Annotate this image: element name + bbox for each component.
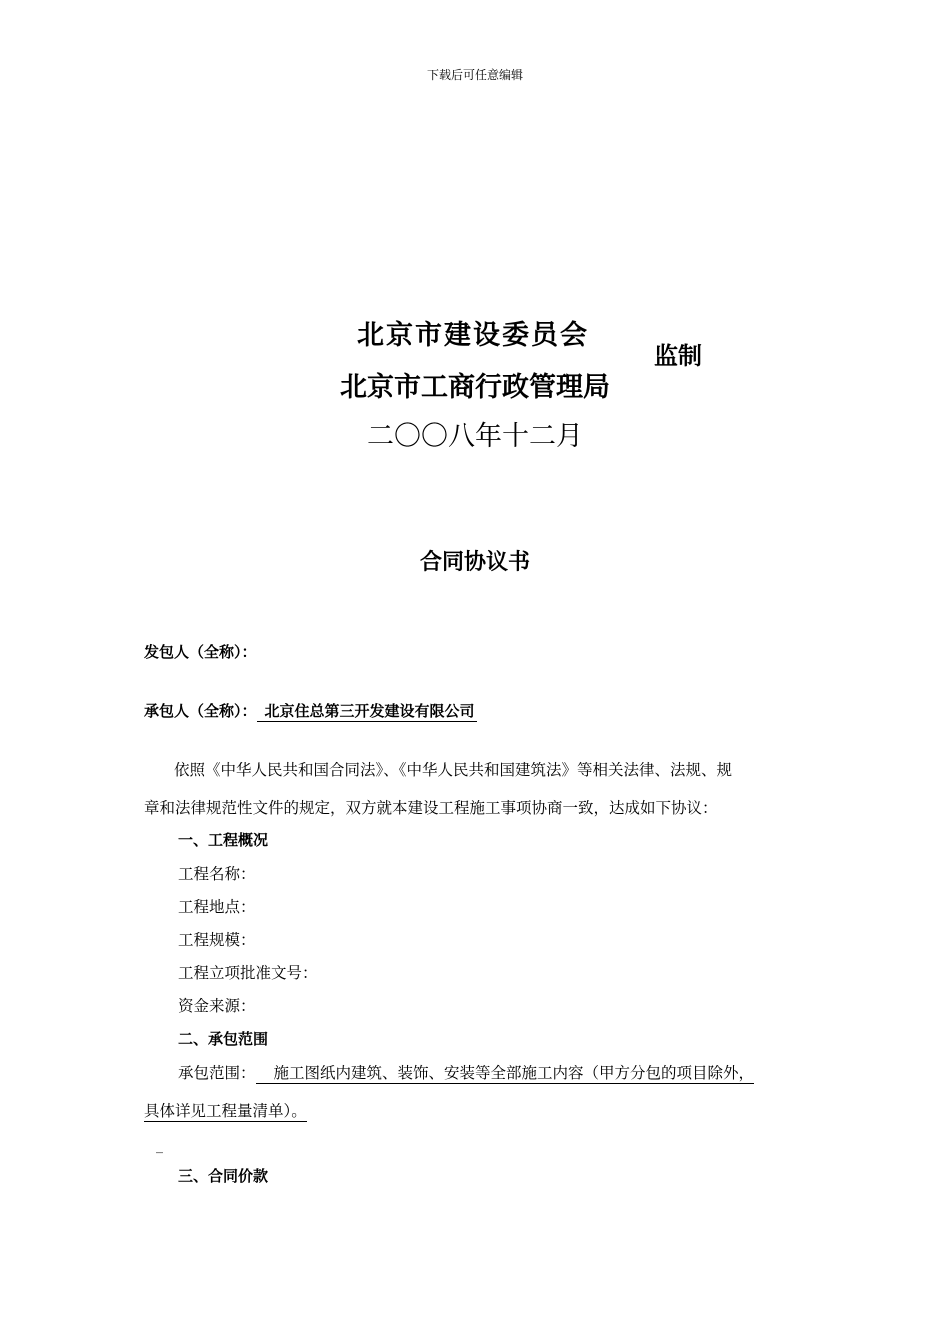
trailing-mark: _ [156, 1138, 163, 1154]
scope-value-2: 具体详见工程量清单）。 [144, 1102, 307, 1120]
intro-line-2: 章和法律规范性文件的规定，双方就本建设工程施工事项协商一致，达成如下协议： [144, 799, 718, 817]
section-2-heading: 二、承包范围 [178, 1030, 269, 1048]
field-project-scale: 工程规模： [178, 931, 256, 949]
field-project-name: 工程名称： [178, 865, 256, 883]
intro-line-1: 依照《中华人民共和国合同法》、《中华人民共和国建筑法》等相关法律、法规、规 [174, 761, 733, 779]
employer-line [144, 641, 257, 662]
section-3-heading: 三、合同价款 [178, 1167, 269, 1185]
supervise-mark: 监制 [654, 342, 702, 370]
scope-line-2 [144, 1099, 307, 1121]
contractor-value: 北京住总第三开发建设有限公司 [257, 702, 477, 722]
field-approval-number: 工程立项批准文号： [178, 964, 318, 982]
employer-label: 发包人（全称）： [144, 643, 257, 661]
field-funding-source: 资金来源： [178, 997, 256, 1015]
field-project-location: 工程地点： [178, 898, 256, 916]
scope-value-1: 施工图纸内建筑、装饰、安装等全部施工内容（甲方分包的项目除外， [256, 1064, 755, 1084]
contractor-line [144, 700, 477, 721]
issue-date: 二〇〇八年十二月 [367, 421, 583, 452]
scope-label: 承包范围： [178, 1064, 256, 1082]
section-1-heading: 一、工程概况 [178, 831, 269, 849]
scope-line-1 [178, 1061, 754, 1083]
document-title: 合同协议书 [419, 550, 530, 575]
contractor-label: 承包人（全称）： [144, 702, 257, 720]
issuer-line-1: 北京市建设委员会 [357, 320, 589, 351]
header-note: 下载后可任意编辑 [426, 68, 523, 82]
issuer-line-2: 北京市工商行政管理局 [340, 372, 610, 403]
